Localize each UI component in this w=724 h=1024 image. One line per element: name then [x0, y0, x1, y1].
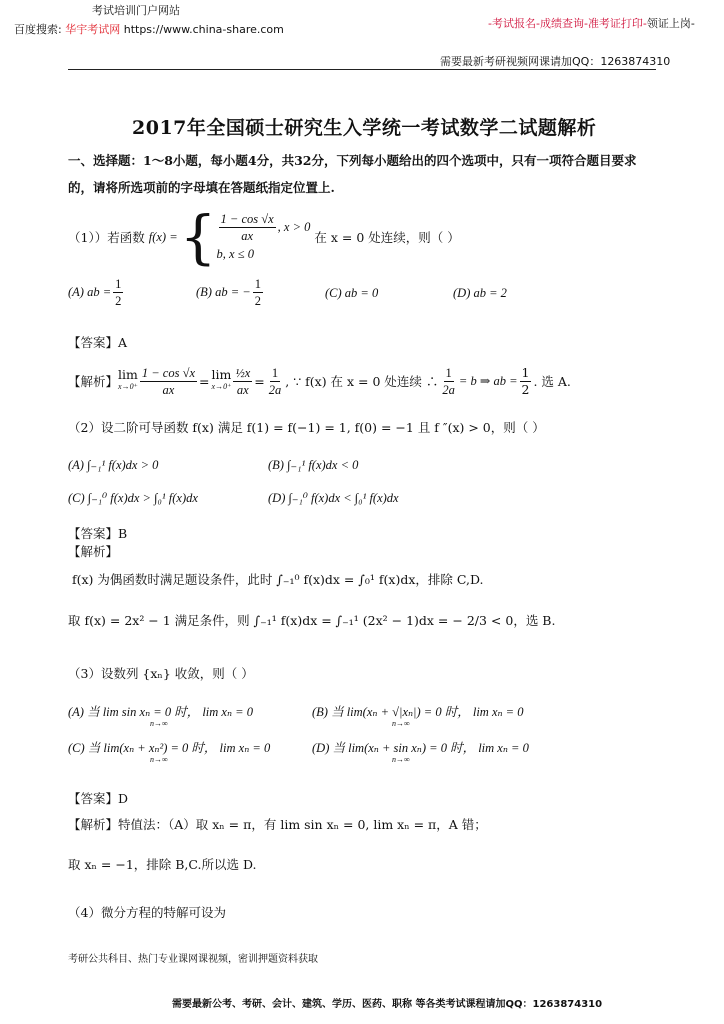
- q2-option-d: (D) ∫₋₁⁰ f(x)dx < ∫₀¹ f(x)dx: [268, 491, 399, 505]
- q2-option-a: (A) ∫₋₁¹ f(x)dx > 0: [68, 458, 159, 472]
- q1-an-f1-den: ax: [162, 382, 175, 397]
- q3-option-a: (A) 当 lim sin xₙ = 0 时， lim xₙ = 0: [68, 705, 253, 719]
- q1-an-f1-num: 1 − cos √x: [141, 365, 196, 380]
- q4-stem: （4）微分方程的特解可设为: [68, 905, 226, 920]
- question-1: [68, 203, 460, 271]
- q1-analysis: [68, 355, 571, 407]
- q1-case1-denominator: ax: [241, 228, 253, 243]
- q1-an-end: . 选 A.: [533, 374, 571, 389]
- q3-option-d: (D) 当 lim(xₙ + sin xₙ) = 0 时， lim xₙ = 0: [312, 741, 529, 755]
- q2-option-b: (B) ∫₋₁¹ f(x)dx < 0: [268, 458, 359, 472]
- q3-lim-sub-a: n→∞: [150, 719, 168, 728]
- footer-line1: 考研公共科目、热门专业课网课视频，密训押题资料获取: [68, 954, 318, 965]
- q1-an-f3-num: 1: [271, 365, 279, 380]
- q1-lim1-sub: x→0⁺: [118, 382, 138, 391]
- q2-option-c: (C) ∫₋₁⁰ f(x)dx > ∫₀¹ f(x)dx: [68, 491, 198, 505]
- q1-label: （1））若函数: [68, 230, 145, 245]
- q1-option-d: (D) ab = 2: [453, 286, 507, 300]
- qq-note: 需要最新考研视频网课请加QQ：1263874310: [440, 55, 671, 68]
- q1-an-f3-den: 2a: [268, 382, 282, 397]
- q1-an-mid2: = b ⇒ ab =: [458, 374, 518, 388]
- search-prefix: 百度搜索:: [14, 23, 62, 36]
- search-brand-link[interactable]: 华宇考试网: [65, 23, 121, 36]
- page-title: 2017年全国硕士研究生入学统一考试数学二试题解析: [132, 117, 597, 139]
- q1-an-f2-den: ax: [236, 382, 249, 397]
- q3-analysis-line2: 取 xₙ = −1，排除 B,C.所以选 D.: [68, 857, 257, 872]
- q1-option-a: [68, 276, 125, 309]
- header-divider: [68, 69, 656, 70]
- site-url[interactable]: https://www.china-share.com: [123, 23, 284, 36]
- q1-function: f(x) =: [148, 229, 178, 244]
- section-intro-line2: 的，请将所选项前的字母填在答题纸指定位置上.: [68, 180, 335, 195]
- q2-analysis-line2: 取 f(x) = 2x² − 1 满足条件，则 ∫₋₁¹ f(x)dx = ∫₋₁¹ (2x² − 1)dx = − 2/3 < 0，选 B.: [68, 613, 556, 628]
- q2-analysis-line1: f(x) 为偶函数时满足题设条件，此时 ∫₋₁⁰ f(x)dx = ∫₀¹ f(x)dx，排除 C,D.: [72, 572, 484, 587]
- search-prompt: [14, 21, 284, 37]
- q3-lim-sub-c: n→∞: [150, 755, 168, 764]
- q2-answer: 【答案】B: [68, 526, 128, 541]
- q1-eq-2: =: [254, 373, 265, 389]
- q1-option-b-num: 1: [254, 277, 261, 291]
- q1-option-b: [196, 276, 265, 309]
- header-link-scores[interactable]: 成绩查询-: [539, 17, 588, 30]
- q1-answer: 【答案】A: [68, 335, 128, 350]
- q1-option-c: (C) ab = 0: [325, 286, 379, 300]
- q3-stem: （3）设数列 {xₙ} 收敛，则（ ）: [68, 666, 254, 681]
- q1-option-b-den: 2: [254, 294, 261, 308]
- q1-an-f2-num: ½x: [235, 365, 251, 380]
- q1-analysis-label: 【解析】: [68, 374, 119, 389]
- q3-lim-sub-b: n→∞: [392, 719, 410, 728]
- q3-lim-sub-d: n→∞: [392, 755, 410, 764]
- q1-lim1: lim: [118, 367, 138, 382]
- site-name: 考试培训门户网站: [92, 4, 180, 17]
- q2-stem: （2）设二阶可导函数 f(x) 满足 f(1) = f(−1) = 1, f(0) = −1 且 f ″(x) > 0，则（ ）: [68, 420, 545, 435]
- q1-an-f4-num: 1: [445, 365, 452, 380]
- section-intro-line1: 一、选择题：1～8小题，每小题4分，共32分，下列每小题给出的四个选项中，只有一项符合题目要求: [68, 153, 637, 168]
- q3-option-c: (C) 当 lim(xₙ + xₙ²) = 0 时， lim xₙ = 0: [68, 741, 271, 755]
- q1-an-f4-den: 2a: [442, 382, 455, 397]
- header-links: [488, 12, 695, 31]
- q1-tail: 在 x = 0 处连续，则（ ）: [314, 230, 460, 245]
- q1-case1-numerator: 1 − cos √x: [220, 211, 274, 226]
- q3-answer: 【答案】D: [68, 791, 129, 806]
- q1-brace: {: [179, 203, 217, 271]
- q1-case2: b, x ≤ 0: [216, 246, 254, 261]
- q2-analysis-label: 【解析】: [68, 544, 119, 559]
- q1-lim2: lim: [211, 367, 232, 382]
- q1-option-a-num: 1: [115, 277, 122, 291]
- q1-eq-1: =: [199, 373, 210, 389]
- q1-option-a-den: 2: [115, 294, 122, 308]
- footer-line2: 需要最新公考、考研、会计、建筑、学历、医药、职称 等各类考试课程请加QQ：1263874310: [172, 999, 603, 1010]
- q1-lim2-sub: x→0⁺: [211, 382, 232, 391]
- q1-cases: [217, 211, 311, 264]
- header-link-register[interactable]: -考试报名-: [488, 17, 540, 30]
- header-link-admission[interactable]: 准考证打印-: [587, 17, 647, 30]
- header-link-license[interactable]: 领证上岗-: [646, 17, 695, 30]
- q1-option-b-text: (B) ab = −: [196, 285, 251, 299]
- q3-analysis-line1: 【解析】特值法：（A）取 xₙ = π，有 lim sin xₙ = 0, lim xₙ = π，A 错；: [68, 817, 487, 832]
- q1-an-mid: , ∵ f(x) 在 x = 0 处连续 ∴: [285, 374, 439, 389]
- q3-option-b: (B) 当 lim(xₙ + √|xₙ|) = 0 时， lim xₙ = 0: [312, 705, 524, 719]
- q1-an-f5-den: 2: [521, 381, 530, 397]
- q1-option-a-text: (A) ab =: [68, 285, 112, 299]
- q1-case1-condition: , x > 0: [277, 220, 311, 234]
- q1-an-f5-num: 1: [521, 364, 530, 380]
